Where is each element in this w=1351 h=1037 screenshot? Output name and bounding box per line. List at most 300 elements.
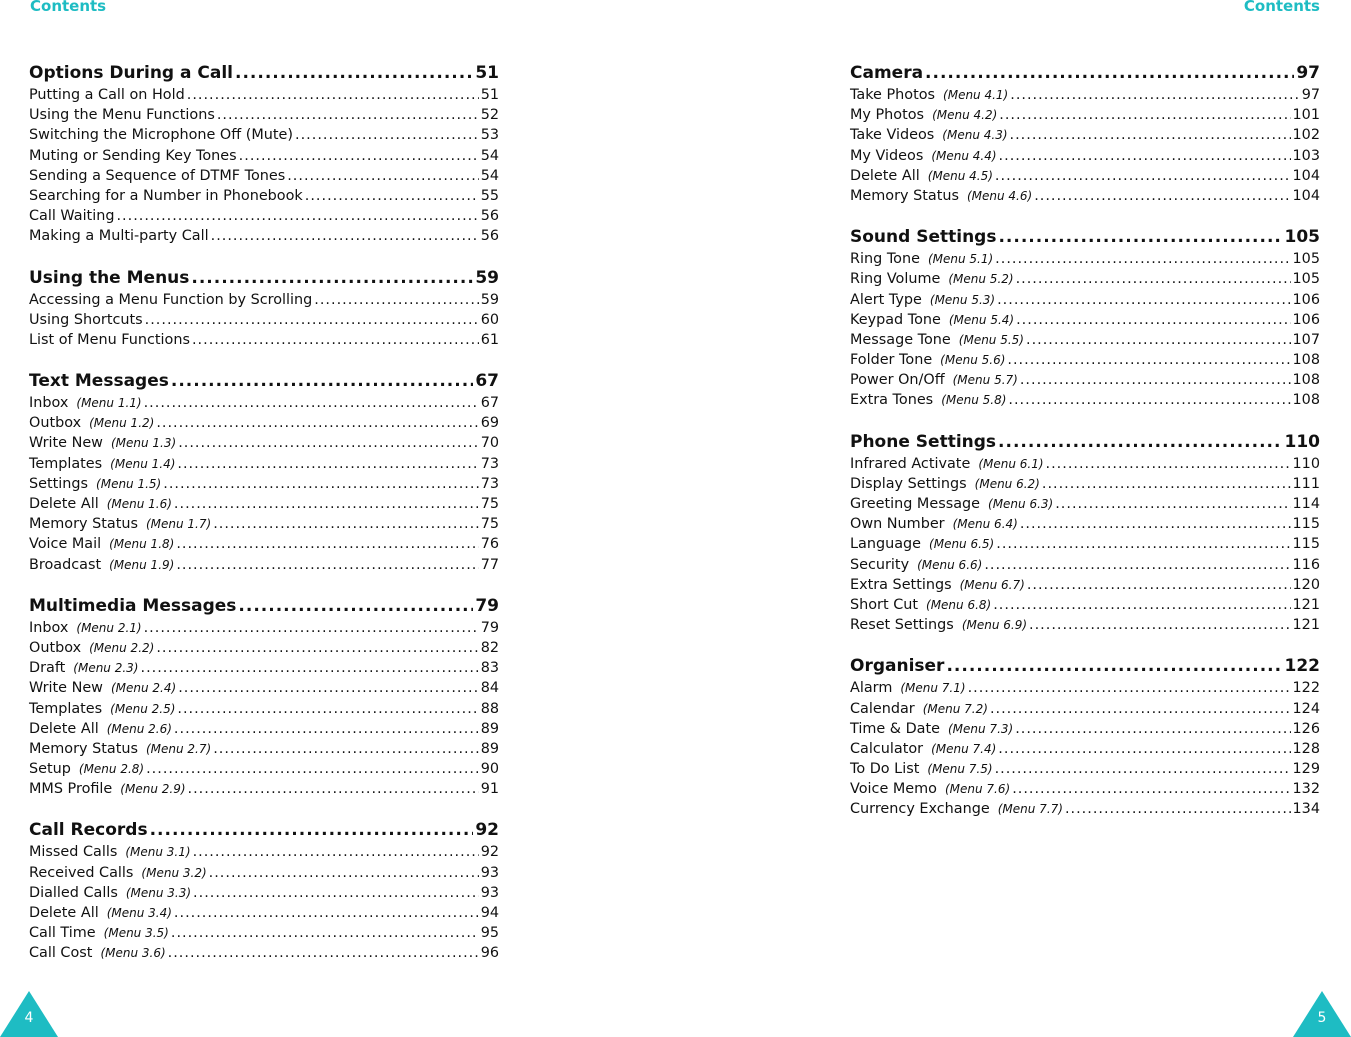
entry-page-number: 102 xyxy=(1292,127,1320,144)
entry-page-number: 93 xyxy=(480,884,499,901)
dot-leader xyxy=(141,658,479,678)
entry-label: Draft xyxy=(29,660,66,677)
entry-page-number: 82 xyxy=(480,639,499,656)
entry-page-number: 106 xyxy=(1292,291,1320,308)
entry-menu-ref: (Menu 6.9) xyxy=(961,618,1028,633)
dot-leader xyxy=(305,186,479,206)
toc-entry[interactable] xyxy=(29,719,499,739)
entry-menu-ref: (Menu 2.9) xyxy=(120,782,186,797)
dot-leader xyxy=(116,206,478,226)
entry-label: Switching the Microphone Off (Mute) xyxy=(29,127,294,144)
entry-page-number: 120 xyxy=(1292,576,1320,593)
section-page-number: 97 xyxy=(1296,63,1320,83)
entry-page-number: 55 xyxy=(480,187,499,204)
page-number-right: 5 xyxy=(1317,1010,1327,1026)
entry-label: Inbox xyxy=(29,619,69,636)
entry-menu-ref: (Menu 7.6) xyxy=(944,782,1011,797)
entry-menu-ref: (Menu 2.5) xyxy=(110,701,176,716)
dot-leader xyxy=(998,226,1282,249)
entry-page-number: 73 xyxy=(480,455,499,472)
entry-page-number: 116 xyxy=(1292,556,1320,573)
toc-section xyxy=(29,267,499,351)
entry-menu-ref: (Menu 7.5) xyxy=(927,762,993,777)
entry-page-number: 56 xyxy=(480,208,499,225)
toc-entry[interactable] xyxy=(850,290,1320,310)
toc-entry[interactable] xyxy=(29,310,499,330)
toc-entry[interactable] xyxy=(29,226,499,246)
entry-menu-ref: (Menu 5.7) xyxy=(952,373,1018,388)
toc-section xyxy=(29,819,499,963)
entry-label: Delete All xyxy=(29,905,99,921)
entry-page-number: 83 xyxy=(480,660,499,677)
toc-entry[interactable] xyxy=(850,595,1320,615)
toc-entry[interactable] xyxy=(29,330,499,350)
entry-label: List of Menu Functions xyxy=(29,331,190,348)
entry-page-number: 92 xyxy=(480,844,499,861)
entry-label: Delete All xyxy=(29,720,99,737)
section-page-number: 79 xyxy=(475,595,499,616)
dot-leader xyxy=(925,62,1294,85)
toc-entry[interactable] xyxy=(850,105,1320,125)
entry-menu-ref: (Menu 3.4) xyxy=(106,906,172,920)
section-heading[interactable] xyxy=(29,819,499,842)
entry-page-number: 79 xyxy=(480,619,499,636)
dot-leader xyxy=(193,842,479,862)
toc-column-left xyxy=(29,62,499,984)
entry-page-number: 89 xyxy=(480,720,499,737)
toc-entry[interactable] xyxy=(850,454,1320,474)
entry-page-number: 106 xyxy=(1292,311,1320,328)
entry-label: Memory Status xyxy=(29,516,138,533)
dot-leader xyxy=(1065,799,1291,819)
dot-leader xyxy=(174,903,479,923)
entry-page-number: 91 xyxy=(480,781,499,798)
dot-leader xyxy=(968,678,1291,698)
entry-page-number: 124 xyxy=(1292,700,1320,717)
entry-page-number: 75 xyxy=(480,516,499,533)
entry-label: Voice Mail xyxy=(29,536,102,553)
toc-entry[interactable] xyxy=(850,85,1320,105)
dot-leader xyxy=(176,555,478,575)
page-header-left: Contents xyxy=(30,0,107,15)
dot-leader xyxy=(995,759,1291,779)
toc-entry[interactable] xyxy=(29,658,499,678)
dot-leader xyxy=(174,494,479,514)
entry-menu-ref: (Menu 5.1) xyxy=(927,252,994,267)
entry-label: Using Shortcuts xyxy=(29,311,143,328)
entry-menu-ref: (Menu 6.3) xyxy=(988,497,1054,511)
entry-page-number: 89 xyxy=(480,740,499,757)
entry-label: Delete All xyxy=(29,496,99,512)
section-page-number: 105 xyxy=(1284,227,1320,248)
entry-label: Keypad Tone xyxy=(850,311,941,328)
toc-entry[interactable] xyxy=(29,555,499,575)
section-heading[interactable] xyxy=(29,62,499,85)
section-title: Text Messages xyxy=(29,371,169,392)
entry-menu-ref: (Menu 1.2) xyxy=(89,416,155,431)
entry-page-number: 134 xyxy=(1292,801,1320,818)
dot-leader xyxy=(1012,779,1290,799)
entry-page-number: 110 xyxy=(1292,455,1320,472)
entry-label: Infrared Activate xyxy=(850,455,971,472)
section-title: Phone Settings xyxy=(850,431,997,452)
dot-leader xyxy=(1020,514,1291,534)
entry-menu-ref: (Menu 4.2) xyxy=(932,108,998,123)
toc-entry[interactable] xyxy=(29,514,499,534)
toc-entry[interactable] xyxy=(850,759,1320,779)
toc-entry[interactable] xyxy=(29,739,499,759)
toc-entry[interactable] xyxy=(29,433,499,453)
dot-leader xyxy=(144,618,479,638)
dot-leader xyxy=(990,699,1291,719)
dot-leader xyxy=(984,555,1290,575)
toc-entry[interactable] xyxy=(29,638,499,658)
entry-label: Call Time xyxy=(29,925,96,942)
entry-page-number: 114 xyxy=(1292,496,1320,512)
toc-entry[interactable] xyxy=(29,474,499,494)
entry-page-number: 94 xyxy=(480,905,499,921)
entry-label: Alert Type xyxy=(850,291,922,308)
entry-label: Language xyxy=(850,536,922,553)
toc-entry[interactable] xyxy=(29,454,499,474)
entry-page-number: 56 xyxy=(480,228,499,245)
dot-leader xyxy=(295,125,479,145)
entry-label: Calculator xyxy=(850,740,924,757)
dot-leader xyxy=(171,370,473,393)
entry-label: Delete All xyxy=(850,167,920,184)
toc-entry[interactable] xyxy=(29,166,499,186)
section-page-number: 51 xyxy=(475,63,499,83)
entry-label: Alarm xyxy=(850,680,893,697)
entry-menu-ref: (Menu 4.4) xyxy=(931,148,997,163)
entry-page-number: 107 xyxy=(1292,331,1320,348)
toc-entry[interactable] xyxy=(850,575,1320,595)
section-title: Call Records xyxy=(29,820,148,841)
dot-leader xyxy=(235,62,473,85)
dot-leader xyxy=(213,514,479,534)
entry-page-number: 52 xyxy=(480,107,499,124)
section-title: Options During a Call xyxy=(29,63,233,83)
toc-entry[interactable] xyxy=(29,903,499,923)
entry-menu-ref: (Menu 2.1) xyxy=(76,620,142,635)
entry-label: Templates xyxy=(29,455,103,472)
toc-entry[interactable] xyxy=(850,739,1320,759)
entry-menu-ref: (Menu 1.3) xyxy=(110,436,177,451)
toc-entry[interactable] xyxy=(850,615,1320,635)
entry-menu-ref: (Menu 2.7) xyxy=(145,741,212,756)
toc-entry[interactable] xyxy=(850,390,1320,410)
toc-entry[interactable] xyxy=(29,206,499,226)
entry-menu-ref: (Menu 6.1) xyxy=(978,456,1044,471)
dot-leader xyxy=(168,943,479,963)
dot-leader xyxy=(146,759,479,779)
toc-entry[interactable] xyxy=(29,413,499,433)
toc-entry[interactable] xyxy=(850,249,1320,269)
entry-label: Ring Volume xyxy=(850,271,941,288)
entry-label: Settings xyxy=(29,475,89,492)
dot-leader xyxy=(995,166,1291,186)
section-heading[interactable] xyxy=(29,595,499,618)
dot-leader xyxy=(150,819,474,842)
entry-page-number: 108 xyxy=(1292,372,1320,389)
entry-page-number: 59 xyxy=(480,291,499,308)
entry-label: MMS Profile xyxy=(29,781,113,798)
dot-leader xyxy=(1020,370,1291,390)
section-page-number: 122 xyxy=(1284,656,1320,677)
toc-entry[interactable] xyxy=(850,350,1320,370)
toc-entry[interactable] xyxy=(29,678,499,698)
toc-entry[interactable] xyxy=(29,863,499,883)
dot-leader xyxy=(209,863,479,883)
entry-page-number: 121 xyxy=(1292,596,1320,613)
entry-page-number: 93 xyxy=(480,864,499,881)
dot-leader xyxy=(1007,350,1290,370)
entry-menu-ref: (Menu 2.8) xyxy=(78,762,145,777)
page-number-left: 4 xyxy=(24,1010,34,1026)
entry-label: To Do List xyxy=(850,761,920,778)
toc-entry[interactable] xyxy=(850,146,1320,166)
entry-page-number: 51 xyxy=(480,87,499,103)
entry-menu-ref: (Menu 4.6) xyxy=(966,188,1033,203)
entry-menu-ref: (Menu 3.3) xyxy=(125,885,192,900)
dot-leader xyxy=(1046,454,1291,474)
toc-entry[interactable] xyxy=(850,370,1320,390)
toc-entry[interactable] xyxy=(850,310,1320,330)
toc-entry[interactable] xyxy=(850,125,1320,145)
entry-page-number: 53 xyxy=(480,127,499,144)
toc-entry[interactable] xyxy=(850,494,1320,514)
dot-leader xyxy=(174,719,479,739)
entry-page-number: 108 xyxy=(1292,392,1320,409)
entry-menu-ref: (Menu 7.3) xyxy=(947,721,1014,736)
entry-menu-ref: (Menu 6.7) xyxy=(959,577,1025,592)
dot-leader xyxy=(997,290,1290,310)
entry-menu-ref: (Menu 5.5) xyxy=(958,332,1024,347)
entry-label: Time & Date xyxy=(850,720,940,737)
section-page-number: 92 xyxy=(475,820,499,841)
entry-menu-ref: (Menu 1.7) xyxy=(145,517,212,532)
dot-leader xyxy=(211,226,479,246)
dot-leader xyxy=(188,779,479,799)
entry-page-number: 95 xyxy=(480,925,499,942)
toc-section xyxy=(850,226,1320,411)
entry-label: Outbox xyxy=(29,639,82,656)
toc-entry[interactable] xyxy=(29,699,499,719)
toc-entry[interactable] xyxy=(29,534,499,554)
entry-label: Voice Memo xyxy=(850,781,937,798)
toc-entry[interactable] xyxy=(850,474,1320,494)
entry-label: Missed Calls xyxy=(29,844,118,861)
section-title: Organiser xyxy=(850,656,945,677)
toc-entry[interactable] xyxy=(850,799,1320,819)
entry-page-number: 97 xyxy=(1301,87,1320,103)
toc-entry[interactable] xyxy=(29,618,499,638)
toc-entry[interactable] xyxy=(850,514,1320,534)
entry-label: Using the Menu Functions xyxy=(29,107,215,124)
toc-entry[interactable] xyxy=(29,759,499,779)
entry-page-number: 69 xyxy=(480,415,499,432)
toc-entry[interactable] xyxy=(850,534,1320,554)
toc-entry[interactable] xyxy=(29,125,499,145)
dot-leader xyxy=(145,310,479,330)
dot-leader xyxy=(1055,494,1290,514)
toc-entry[interactable] xyxy=(850,186,1320,206)
toc-entry[interactable] xyxy=(29,842,499,862)
toc-entry[interactable] xyxy=(850,269,1320,289)
entry-label: Write New xyxy=(29,435,103,452)
section-page-number: 59 xyxy=(475,267,499,288)
entry-label: Greeting Message xyxy=(850,496,981,512)
toc-entry[interactable] xyxy=(850,555,1320,575)
entry-label: Outbox xyxy=(29,415,82,432)
toc-entry[interactable] xyxy=(29,943,499,963)
entry-menu-ref: (Menu 6.5) xyxy=(929,537,995,552)
entry-menu-ref: (Menu 1.4) xyxy=(110,456,176,471)
dot-leader xyxy=(999,146,1291,166)
dot-leader xyxy=(996,534,1290,554)
toc-entry[interactable] xyxy=(29,105,499,125)
dot-leader xyxy=(217,105,479,125)
section-heading[interactable] xyxy=(850,226,1320,249)
section-heading[interactable] xyxy=(29,267,499,290)
entry-page-number: 122 xyxy=(1292,680,1320,697)
toc-entry[interactable] xyxy=(850,699,1320,719)
entry-menu-ref: (Menu 5.2) xyxy=(948,272,1014,287)
toc-entry[interactable] xyxy=(29,494,499,514)
entry-menu-ref: (Menu 5.4) xyxy=(948,312,1015,327)
entry-label: My Photos xyxy=(850,107,925,124)
entry-label: Muting or Sending Key Tones xyxy=(29,147,237,164)
entry-page-number: 54 xyxy=(480,167,499,184)
dot-leader xyxy=(1027,575,1291,595)
entry-menu-ref: (Menu 4.5) xyxy=(927,168,993,183)
toc-entry[interactable] xyxy=(29,146,499,166)
entry-menu-ref: (Menu 2.2) xyxy=(89,640,155,655)
dot-leader xyxy=(178,433,479,453)
toc-entry[interactable] xyxy=(29,186,499,206)
dot-leader xyxy=(213,739,479,759)
entry-menu-ref: (Menu 5.8) xyxy=(941,393,1007,408)
toc-entry[interactable] xyxy=(29,883,499,903)
entry-menu-ref: (Menu 2.6) xyxy=(106,721,172,736)
entry-label: Searching for a Number in Phonebook xyxy=(29,187,303,204)
toc-entry[interactable] xyxy=(850,779,1320,799)
entry-menu-ref: (Menu 4.3) xyxy=(942,128,1008,143)
entry-menu-ref: (Menu 1.1) xyxy=(76,396,142,411)
section-heading[interactable] xyxy=(850,655,1320,678)
toc-entry[interactable] xyxy=(29,85,499,105)
section-heading[interactable] xyxy=(850,431,1320,454)
toc-entry[interactable] xyxy=(850,719,1320,739)
dot-leader xyxy=(178,678,479,698)
entry-page-number: 88 xyxy=(480,700,499,717)
dot-leader xyxy=(1016,310,1290,330)
entry-page-number: 126 xyxy=(1292,720,1320,737)
dot-leader xyxy=(314,290,478,310)
entry-menu-ref: (Menu 1.8) xyxy=(109,537,175,552)
toc-entry[interactable] xyxy=(29,779,499,799)
entry-menu-ref: (Menu 1.5) xyxy=(96,476,162,491)
dot-leader xyxy=(156,413,478,433)
entry-label: Folder Tone xyxy=(850,352,933,369)
entry-label: Take Videos xyxy=(850,127,935,144)
entry-menu-ref: (Menu 6.4) xyxy=(952,517,1018,532)
entry-page-number: 128 xyxy=(1292,740,1320,757)
dot-leader xyxy=(995,249,1290,269)
entry-page-number: 105 xyxy=(1292,251,1320,268)
dot-leader xyxy=(193,883,479,903)
toc-entry[interactable] xyxy=(29,290,499,310)
dot-leader xyxy=(1008,390,1290,410)
entry-label: Own Number xyxy=(850,516,945,533)
entry-label: Accessing a Menu Function by Scrolling xyxy=(29,291,313,308)
toc-section xyxy=(850,62,1320,206)
entry-page-number: 61 xyxy=(480,331,499,348)
dot-leader xyxy=(191,267,473,290)
entry-label: Display Settings xyxy=(850,475,967,492)
entry-menu-ref: (Menu 7.2) xyxy=(922,701,988,716)
entry-page-number: 90 xyxy=(480,761,499,778)
entry-page-number: 121 xyxy=(1292,617,1320,634)
entry-menu-ref: (Menu 6.6) xyxy=(917,557,983,572)
entry-page-number: 103 xyxy=(1292,147,1320,164)
section-heading[interactable] xyxy=(29,370,499,393)
dot-leader xyxy=(998,431,1282,454)
section-page-number: 110 xyxy=(1284,431,1320,452)
entry-page-number: 105 xyxy=(1292,271,1320,288)
entry-label: Dialled Calls xyxy=(29,884,118,901)
entry-menu-ref: (Menu 3.5) xyxy=(103,926,169,941)
section-title: Camera xyxy=(850,63,924,83)
entry-menu-ref: (Menu 7.7) xyxy=(997,802,1063,817)
dot-leader xyxy=(239,146,479,166)
dot-leader xyxy=(1010,85,1299,105)
entry-label: Sending a Sequence of DTMF Tones xyxy=(29,167,286,184)
entry-menu-ref: (Menu 1.9) xyxy=(109,557,175,572)
entry-page-number: 60 xyxy=(480,311,499,328)
entry-page-number: 115 xyxy=(1292,536,1320,553)
entry-label: Memory Status xyxy=(850,187,959,204)
entry-label: Inbox xyxy=(29,395,69,412)
entry-menu-ref: (Menu 6.2) xyxy=(974,476,1040,491)
entry-label: Power On/Off xyxy=(850,372,945,389)
dot-leader xyxy=(1010,125,1291,145)
entry-label: Putting a Call on Hold xyxy=(29,87,185,103)
dot-leader xyxy=(1016,269,1291,289)
dot-leader xyxy=(144,393,479,413)
toc-entry[interactable] xyxy=(29,923,499,943)
dot-leader xyxy=(946,655,1282,678)
toc-section xyxy=(29,370,499,575)
dot-leader xyxy=(998,739,1290,759)
dot-leader xyxy=(1029,615,1291,635)
entry-page-number: 70 xyxy=(480,435,499,452)
entry-page-number: 104 xyxy=(1292,167,1320,184)
entry-label: Received Calls xyxy=(29,864,134,881)
dot-leader xyxy=(177,699,478,719)
toc-entry[interactable] xyxy=(850,678,1320,698)
entry-label: Extra Settings xyxy=(850,576,952,593)
toc-entry[interactable] xyxy=(850,166,1320,186)
toc-entry[interactable] xyxy=(29,393,499,413)
entry-menu-ref: (Menu 3.1) xyxy=(125,845,191,860)
toc-section xyxy=(29,62,499,247)
entry-page-number: 54 xyxy=(480,147,499,164)
entry-menu-ref: (Menu 6.8) xyxy=(926,597,992,612)
toc-entry[interactable] xyxy=(850,330,1320,350)
section-title: Sound Settings xyxy=(850,227,997,248)
section-heading[interactable] xyxy=(850,62,1320,85)
